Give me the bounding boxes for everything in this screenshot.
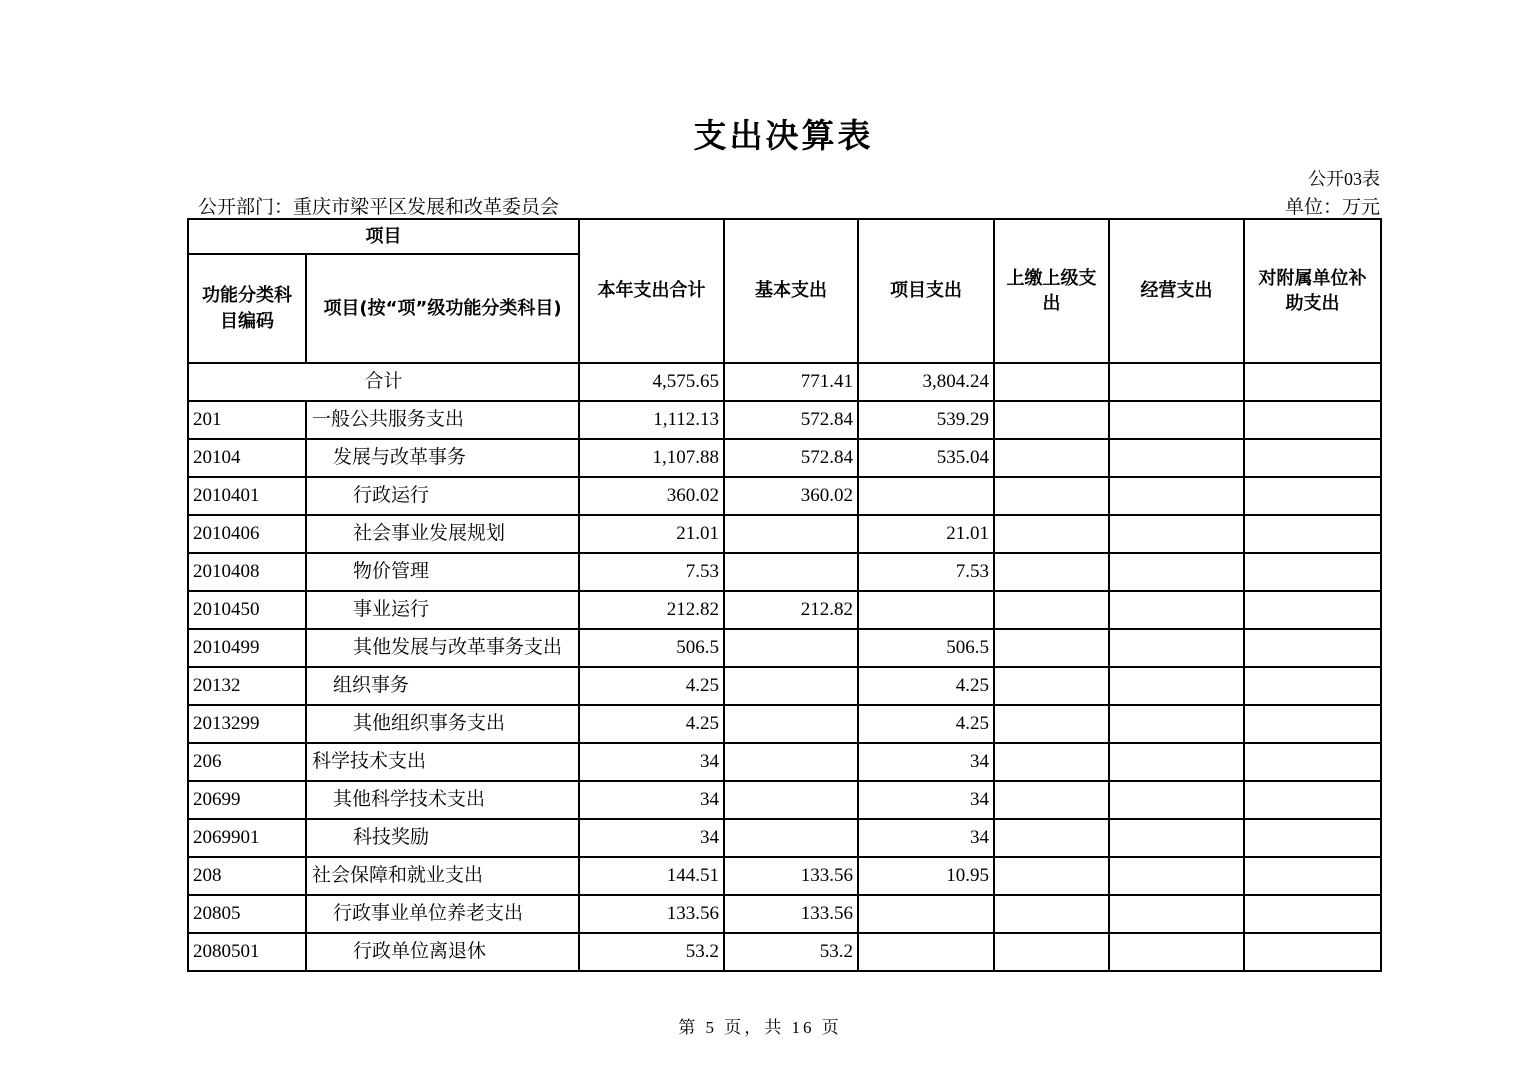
row-code-cell: 20805	[188, 895, 306, 933]
row-value-cell	[1244, 781, 1381, 819]
row-value-cell	[724, 743, 858, 781]
row-name-cell: 社会事业发展规划	[306, 515, 579, 553]
row-name-cell: 一般公共服务支出	[306, 401, 579, 439]
row-value-cell	[994, 401, 1109, 439]
row-name-cell: 事业运行	[306, 591, 579, 629]
row-value-cell: 21.01	[858, 515, 994, 553]
row-code-cell: 20699	[188, 781, 306, 819]
row-value-cell: 572.84	[724, 439, 858, 477]
row-value-cell	[1109, 363, 1244, 401]
row-value-cell	[994, 667, 1109, 705]
table-row	[188, 515, 1381, 553]
row-value-cell	[724, 629, 858, 667]
row-value-cell: 34	[858, 743, 994, 781]
row-value-cell	[994, 857, 1109, 895]
table-row	[188, 667, 1381, 705]
row-name-cell: 物价管理	[306, 553, 579, 591]
row-value-cell: 360.02	[724, 477, 858, 515]
row-value-cell: 34	[858, 819, 994, 857]
row-value-cell: 506.5	[579, 629, 724, 667]
row-name-cell: 科技奖励	[306, 819, 579, 857]
header-row-group	[188, 219, 1381, 254]
row-value-cell: 34	[579, 781, 724, 819]
row-value-cell: 506.5	[858, 629, 994, 667]
row-value-cell: 4.25	[858, 667, 994, 705]
row-value-cell	[1109, 439, 1244, 477]
row-value-cell: 1,107.88	[579, 439, 724, 477]
row-name-cell: 其他发展与改革事务支出	[306, 629, 579, 667]
row-code-cell: 2010499	[188, 629, 306, 667]
row-code-cell: 2069901	[188, 819, 306, 857]
row-value-cell	[1244, 591, 1381, 629]
row-code-cell: 2010401	[188, 477, 306, 515]
row-value-cell	[724, 553, 858, 591]
row-value-cell: 34	[579, 819, 724, 857]
row-value-cell	[1244, 629, 1381, 667]
row-value-cell: 1,112.13	[579, 401, 724, 439]
row-value-cell: 53.2	[579, 933, 724, 971]
row-value-cell	[1244, 439, 1381, 477]
row-value-cell	[724, 781, 858, 819]
row-value-cell	[858, 895, 994, 933]
row-value-cell: 21.01	[579, 515, 724, 553]
row-value-cell	[1109, 743, 1244, 781]
table-row	[188, 895, 1381, 933]
row-code-cell: 2013299	[188, 705, 306, 743]
row-value-cell	[994, 591, 1109, 629]
row-value-cell	[1244, 743, 1381, 781]
header-total-expenditure: 本年支出合计	[579, 219, 724, 363]
row-value-cell: 34	[858, 781, 994, 819]
table-row	[188, 591, 1381, 629]
row-value-cell	[994, 819, 1109, 857]
row-value-cell	[1109, 667, 1244, 705]
row-value-cell	[1109, 857, 1244, 895]
table-row	[188, 781, 1381, 819]
row-name-cell: 组织事务	[306, 667, 579, 705]
row-value-cell	[994, 895, 1109, 933]
row-value-cell	[1109, 477, 1244, 515]
row-value-cell	[1244, 819, 1381, 857]
row-value-cell: 133.56	[724, 857, 858, 895]
table-row	[188, 705, 1381, 743]
row-name-cell: 行政运行	[306, 477, 579, 515]
header-basic-expenditure: 基本支出	[724, 219, 858, 363]
row-value-cell	[1109, 553, 1244, 591]
row-value-cell	[1244, 515, 1381, 553]
row-value-cell: 212.82	[724, 591, 858, 629]
row-value-cell	[724, 819, 858, 857]
row-value-cell: 53.2	[724, 933, 858, 971]
row-value-cell	[994, 515, 1109, 553]
row-value-cell	[1109, 819, 1244, 857]
table-row	[188, 743, 1381, 781]
row-value-cell: 10.95	[858, 857, 994, 895]
row-value-cell	[1244, 363, 1381, 401]
row-value-cell	[994, 781, 1109, 819]
table-row	[188, 439, 1381, 477]
row-name-cell: 发展与改革事务	[306, 439, 579, 477]
header-project-expenditure: 项目支出	[858, 219, 994, 363]
row-value-cell	[1109, 591, 1244, 629]
row-value-cell	[1109, 515, 1244, 553]
row-value-cell	[994, 933, 1109, 971]
row-value-cell: 572.84	[724, 401, 858, 439]
row-value-cell	[994, 553, 1109, 591]
page-footer: 第 5 页，共 16 页	[678, 1018, 842, 1037]
row-code-cell: 206	[188, 743, 306, 781]
row-value-cell	[1109, 933, 1244, 971]
row-value-cell: 3,804.24	[858, 363, 994, 401]
row-value-cell	[724, 667, 858, 705]
table-row	[188, 857, 1381, 895]
expenditure-table	[187, 218, 1382, 972]
table-body	[188, 363, 1381, 971]
row-value-cell: 7.53	[858, 553, 994, 591]
row-value-cell: 34	[579, 743, 724, 781]
row-name-cell: 其他组织事务支出	[306, 705, 579, 743]
row-name-cell: 社会保障和就业支出	[306, 857, 579, 895]
row-value-cell	[1109, 401, 1244, 439]
row-value-cell: 212.82	[579, 591, 724, 629]
row-value-cell	[1244, 667, 1381, 705]
table-row	[188, 401, 1381, 439]
row-value-cell	[1244, 857, 1381, 895]
row-code-cell: 20132	[188, 667, 306, 705]
row-value-cell	[858, 591, 994, 629]
row-code-cell: 2080501	[188, 933, 306, 971]
row-code-cell: 2010450	[188, 591, 306, 629]
row-value-cell: 4.25	[858, 705, 994, 743]
row-value-cell: 133.56	[579, 895, 724, 933]
row-value-cell	[994, 705, 1109, 743]
table-row	[188, 629, 1381, 667]
page-title: 支出决算表	[693, 119, 874, 155]
table-row	[188, 553, 1381, 591]
row-value-cell	[1244, 477, 1381, 515]
table-row	[188, 363, 1381, 401]
row-value-cell: 771.41	[724, 363, 858, 401]
table-row	[188, 477, 1381, 515]
table-header	[188, 219, 1381, 363]
row-name-cell: 行政事业单位养老支出	[306, 895, 579, 933]
row-value-cell	[994, 439, 1109, 477]
row-value-cell	[858, 477, 994, 515]
header-upturn-expenditure: 上缴上级支出	[994, 219, 1109, 363]
row-value-cell: 133.56	[724, 895, 858, 933]
row-value-cell	[1109, 705, 1244, 743]
row-value-cell	[724, 515, 858, 553]
row-value-cell	[994, 743, 1109, 781]
row-code-cell: 2010408	[188, 553, 306, 591]
row-value-cell: 4.25	[579, 705, 724, 743]
row-value-cell: 144.51	[579, 857, 724, 895]
row-total-label-cell: 合计	[188, 363, 579, 401]
header-operating-expenditure: 经营支出	[1109, 219, 1244, 363]
row-value-cell	[1109, 629, 1244, 667]
row-value-cell	[1244, 705, 1381, 743]
row-code-cell: 201	[188, 401, 306, 439]
unit-label: 单位：万元	[1284, 197, 1380, 218]
row-value-cell: 539.29	[858, 401, 994, 439]
row-value-cell	[994, 477, 1109, 515]
row-value-cell	[1244, 895, 1381, 933]
row-code-cell: 2010406	[188, 515, 306, 553]
row-value-cell: 535.04	[858, 439, 994, 477]
row-value-cell: 360.02	[579, 477, 724, 515]
row-value-cell	[1244, 553, 1381, 591]
row-value-cell: 7.53	[579, 553, 724, 591]
row-value-cell	[994, 363, 1109, 401]
row-value-cell	[1244, 401, 1381, 439]
form-code-label: 公开03表	[1308, 169, 1380, 189]
table-row	[188, 819, 1381, 857]
row-name-cell: 科学技术支出	[306, 743, 579, 781]
row-name-cell: 行政单位离退休	[306, 933, 579, 971]
row-value-cell	[724, 705, 858, 743]
header-project-group: 项目	[188, 219, 579, 254]
row-value-cell	[858, 933, 994, 971]
publish-department-label: 公开部门：重庆市梁平区发展和改革委员会	[198, 197, 560, 218]
header-function-code: 功能分类科目编码	[188, 254, 306, 363]
row-value-cell	[1244, 933, 1381, 971]
row-value-cell: 4,575.65	[579, 363, 724, 401]
row-code-cell: 208	[188, 857, 306, 895]
table-row	[188, 933, 1381, 971]
header-subsidy-expenditure: 对附属单位补助支出	[1244, 219, 1381, 363]
row-value-cell	[1109, 781, 1244, 819]
row-value-cell: 4.25	[579, 667, 724, 705]
row-value-cell	[1109, 895, 1244, 933]
header-item-name: 项目(按“项”级功能分类科目)	[306, 254, 579, 363]
row-name-cell: 其他科学技术支出	[306, 781, 579, 819]
row-value-cell	[994, 629, 1109, 667]
row-code-cell: 20104	[188, 439, 306, 477]
